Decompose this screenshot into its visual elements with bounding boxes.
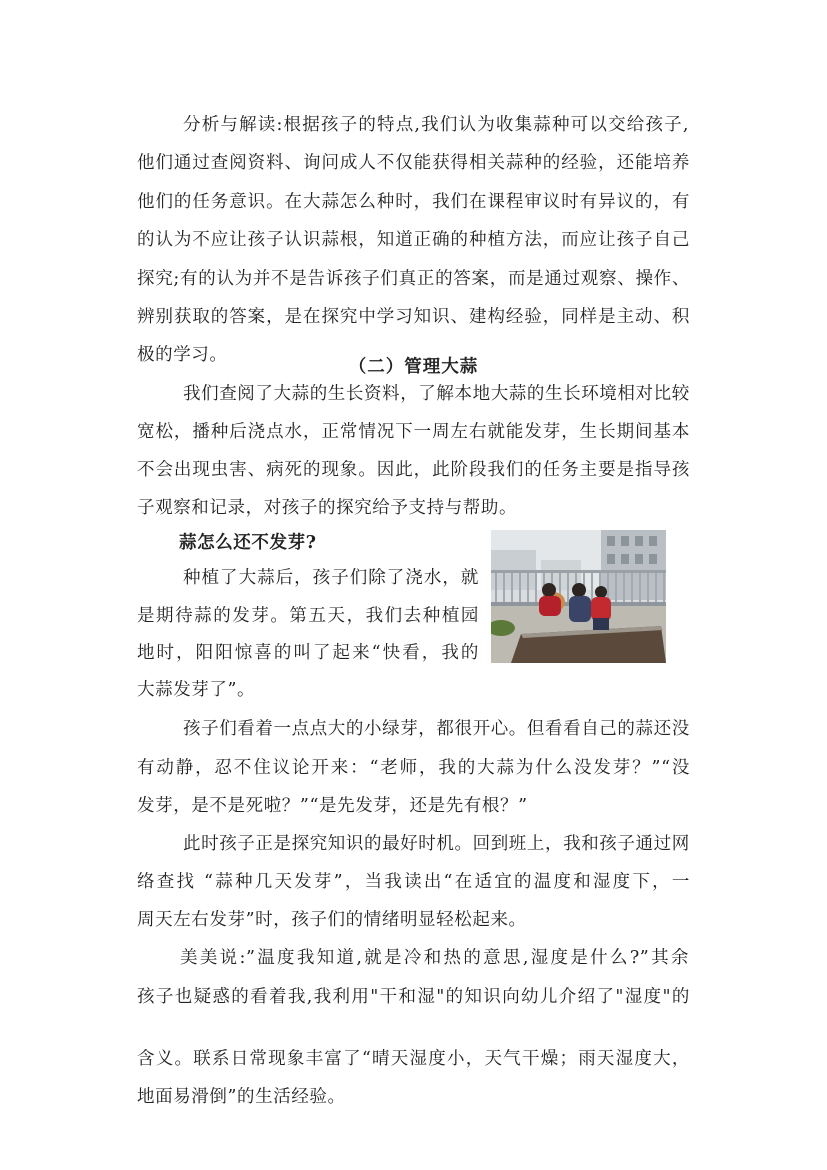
garden-photo xyxy=(491,530,666,663)
intro-line-2: 宽松，播种后浇点水，正常情况下一周左右就能发芽，生长期间基本 xyxy=(137,422,690,442)
intro-line-3: 不会出现虫害、病死的现象。因此，此阶段我们的任务主要是指导孩 xyxy=(137,460,690,480)
para3-line-2: 孩子也疑惑的看着我,我利用"干和湿"的知识向幼儿介绍了"湿度"的 xyxy=(137,987,690,1007)
para3-line-3: 含义。联系日常现象丰富了“晴天湿度小，天气干燥；雨天湿度大， xyxy=(137,1049,690,1069)
story-line-4: 大蒜发芽了”。 xyxy=(137,680,256,700)
analysis-line-3: 他们的任务意识。在大蒜怎么种时，我们在课程审议时有异议的，有 xyxy=(137,192,690,212)
intro-line-1: 我们查阅了大蒜的生长资料，了解本地大蒜的生长环境相对比较 xyxy=(183,384,690,404)
para2-line-2: 络查找 “蒜种几天发芽”，当我读出“在适宜的温度和湿度下，一 xyxy=(137,872,690,892)
story-line-3: 地时，阳阳惊喜的叫了起来“快看，我的 xyxy=(137,643,479,663)
para2-line-3: 周天左右发芽”时，孩子们的情绪明显轻松起来。 xyxy=(137,910,527,930)
story-line-1: 种植了大蒜后，孩子们除了浇水，就 xyxy=(183,568,479,588)
para1-line-1: 孩子们看着一点点大的小绿芽，都很开心。但看看自己的蒜还没 xyxy=(183,719,690,739)
para2-line-1: 此时孩子正是探究知识的最好时机。回到班上，我和孩子通过网 xyxy=(183,834,690,854)
analysis-line-1: 分析与解读:根据孩子的特点,我们认为收集蒜种可以交给孩子, xyxy=(183,115,689,135)
para1-line-3: 发芽，是不是死啦？”“是先发芽，还是先有根？” xyxy=(137,796,528,816)
analysis-line-5: 探究;有的认为并不是告诉孩子们真正的答案，而是通过观察、操作、 xyxy=(137,269,690,289)
analysis-line-2: 他们通过查阅资料、询问成人不仅能获得相关蒜种的经验，还能培养 xyxy=(137,153,690,173)
intro-line-4: 子观察和记录，对孩子的探究给予支持与帮助。 xyxy=(137,498,518,518)
section-title: （二）管理大蒜 xyxy=(348,357,479,377)
story-line-2: 是期待蒜的发芽。第五天，我们去种植园 xyxy=(137,606,479,626)
para3-line-4: 地面易滑倒”的生活经验。 xyxy=(137,1087,346,1107)
analysis-line-4: 的认为不应让孩子认识蒜根，知道正确的种植方法，而应让孩子自己 xyxy=(137,230,690,250)
para1-line-2: 有动静，忍不住议论开来：“老师，我的大蒜为什么没发芽？”“没 xyxy=(137,758,690,778)
para3-line-1: 美美说:”温度我知道,就是冷和热的意思,湿度是什么?”其余 xyxy=(180,948,689,968)
analysis-line-7: 极的学习。 xyxy=(137,345,228,365)
analysis-line-6: 辨别获取的答案，是在探究中学习知识、建构经验，同样是主动、积 xyxy=(137,307,690,327)
subsection-title: 蒜怎么还不发芽? xyxy=(179,533,317,553)
